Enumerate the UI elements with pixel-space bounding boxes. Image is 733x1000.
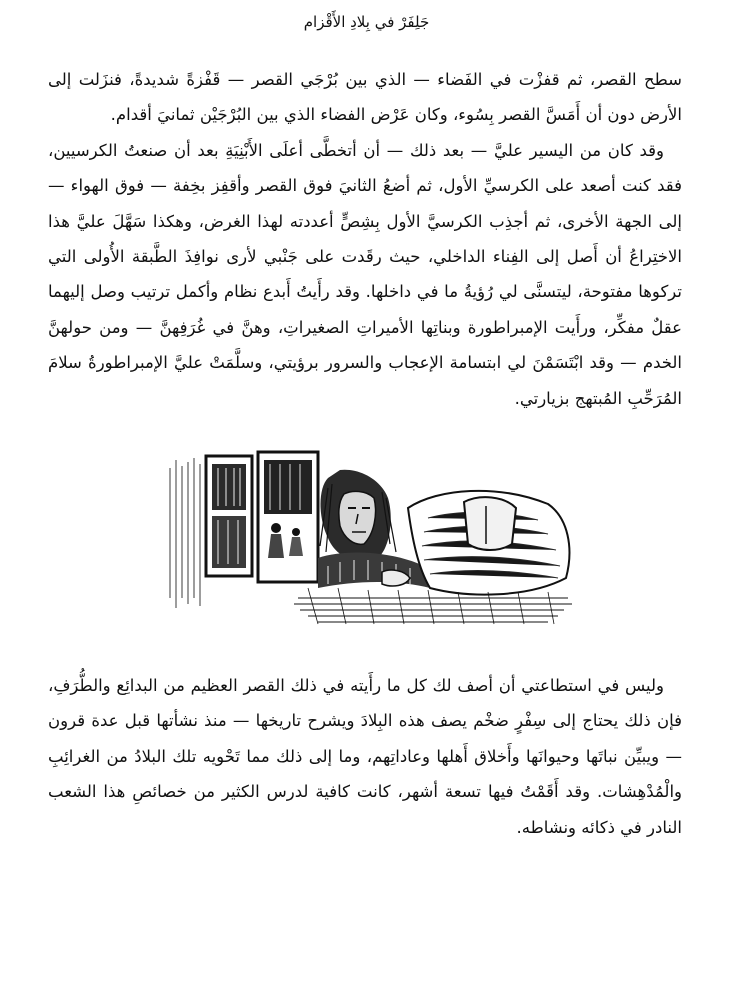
paragraph-continuation: سطح القصر، ثم قفزْت في الفَضاء — الذي بين بُرْجَي القصر — قَفْزةً شديدةً، فنزَلت إلى الأرض دون أن أَمَسَّ القصر بِسُوء، وكان عَرْض الفضاء الذي بين البُرْجَيْن ثمانيَ أقدام. bbox=[48, 70, 682, 125]
text-block-bottom bbox=[48, 668, 682, 845]
giant-peering-window-image bbox=[168, 448, 578, 626]
paragraph-palace-wonders: وليس في استطاعتي أن أصف لك كل ما رأَيته في ذلك القصر العظيم من البدائِع والطُّرَفِ، فإن ذلك يحتاج إلى سِفْرٍ ضخْم يصف هذه البِلادَ ويشرح تاريخها — منذ نشأتها قبل عدة قرون — ويبيِّن نباتَها وحيوانَها وأَخلاق أَهلها وعاداتِهم، وما إلى ذلك مما تَحْويه تلك البلادُ من الغرائِبِ والْمُدْهِشات. وقد أَقَمْتُ فيها تسعة أشهر، كانت كافية لدرس الكثير من خصائصِ هذا الشعب النادر في ذكائه ونشاطه. bbox=[48, 676, 682, 837]
text-block-top bbox=[48, 62, 682, 416]
running-header: جَلِفَرْ في بِلادِ الأَقْزام bbox=[303, 13, 430, 31]
engraving-illustration bbox=[168, 448, 578, 626]
paragraph-chairs: وقد كان من اليسير عليَّ — بعد ذلك — أن أتخطَّى أعلَى الأَبْنِيَةِ بعد أن صنعتُ الكرسيين، فقد كنت أصعد على الكرسيِّ الأول، ثم أضعُ الثانيَ فوق القصر وأقفِز بخِفة — فوق الهواء — إلى الجهة الأخرى، ثم أجذِب الكرسيَّ الأول بِشِصٍّ أعددته لهذا الغرض، وهكذا سَهَّلَ عليَّ هذا الاختِراعُ أن أَصل إلى الفِناء الداخلي، حيث رقَدت على جَنْبي لأرى نوافِذَ الطَّبقة الأُولى التي تركوها مفتوحة، ليتسنَّى لي رُؤيةُ ما في داخلها. وقد رأَيتُ أَبدع نظام وأكمل ترتيب وصل إليهما عقلٌ مفكِّر، ورأَيت الإمبراطورة وبناتِها الأميراتِ الصغيراتِ، وهنَّ في غُرَفِهنَّ — ومن حولهنَّ الخدم — وقد ابْتَسَمْنَ لي ابتسامة الإعجاب والسرور برؤيتي، وسلَّمَتْ عليَّ الإمبراطورةُ سلامَ المُرَحِّبِ المُبتهج بزيارتي. bbox=[48, 140, 682, 408]
